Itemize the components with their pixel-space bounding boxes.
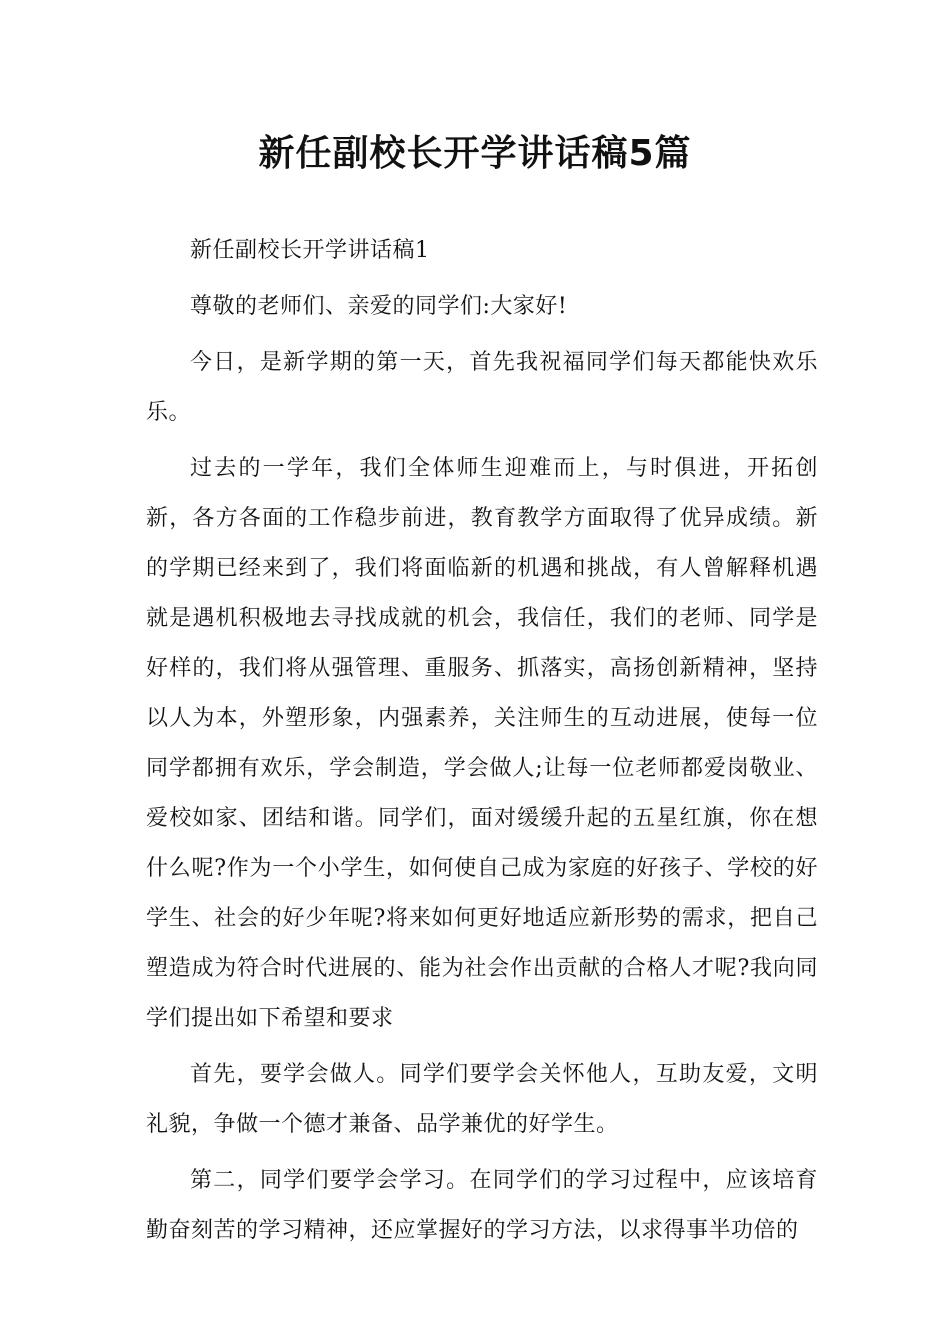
paragraph-greeting: 尊敬的老师们、亲爱的同学们:大家好! xyxy=(190,294,568,319)
document-body xyxy=(146,226,818,1262)
paragraph-subtitle: 新任副校长开学讲话稿1 xyxy=(190,238,430,263)
paragraph-second-point: 第二，同学们要学会学习。在同学们的学习过程中，应该培育勤奋刻苦的学习精神，还应掌握好的学习方法，以求得事半功倍的 xyxy=(146,1168,818,1243)
document-title: 新任副校长开学讲话稿5篇 xyxy=(258,133,692,174)
paragraph-first-point: 首先，要学会做人。同学们要学会关怀他人，互助友爱，文明礼貌，争做一个德才兼备、品学兼优的好学生。 xyxy=(146,1062,818,1137)
paragraph-opening: 今日，是新学期的第一天，首先我祝福同学们每天都能快欢乐乐。 xyxy=(146,350,818,425)
paragraph-review: 过去的一学年，我们全体师生迎难而上，与时俱进，开拓创新，各方各面的工作稳步前进，教育教学方面取得了优异成绩。新的学期已经来到了，我们将面临新的机遇和挑战，有人曾解释机遇就是遇机积极地去寻找成就的机会，我信任，我们的老师、同学是好样的，我们将从强管理、重服务、抓落实，高扬创新精神，坚持以人为本，外塑形象，内强素养，关注师生的互动进展，使每一位同学都拥有欢乐，学会制造，学会做人;让每一位老师都爱岗敬业、爱校如家、团结和谐。同学们，面对缓缓升起的五星红旗，你在想什么呢?作为一个小学生，如何使自己成为家庭的好孩子、学校的好学生、社会的好少年呢?将来如何更好地适应新形势的需求，把自己塑造成为符合时代进展的、能为社会作出贡献的合格人才呢?我向同学们提出如下希望和要求 xyxy=(146,456,818,1031)
